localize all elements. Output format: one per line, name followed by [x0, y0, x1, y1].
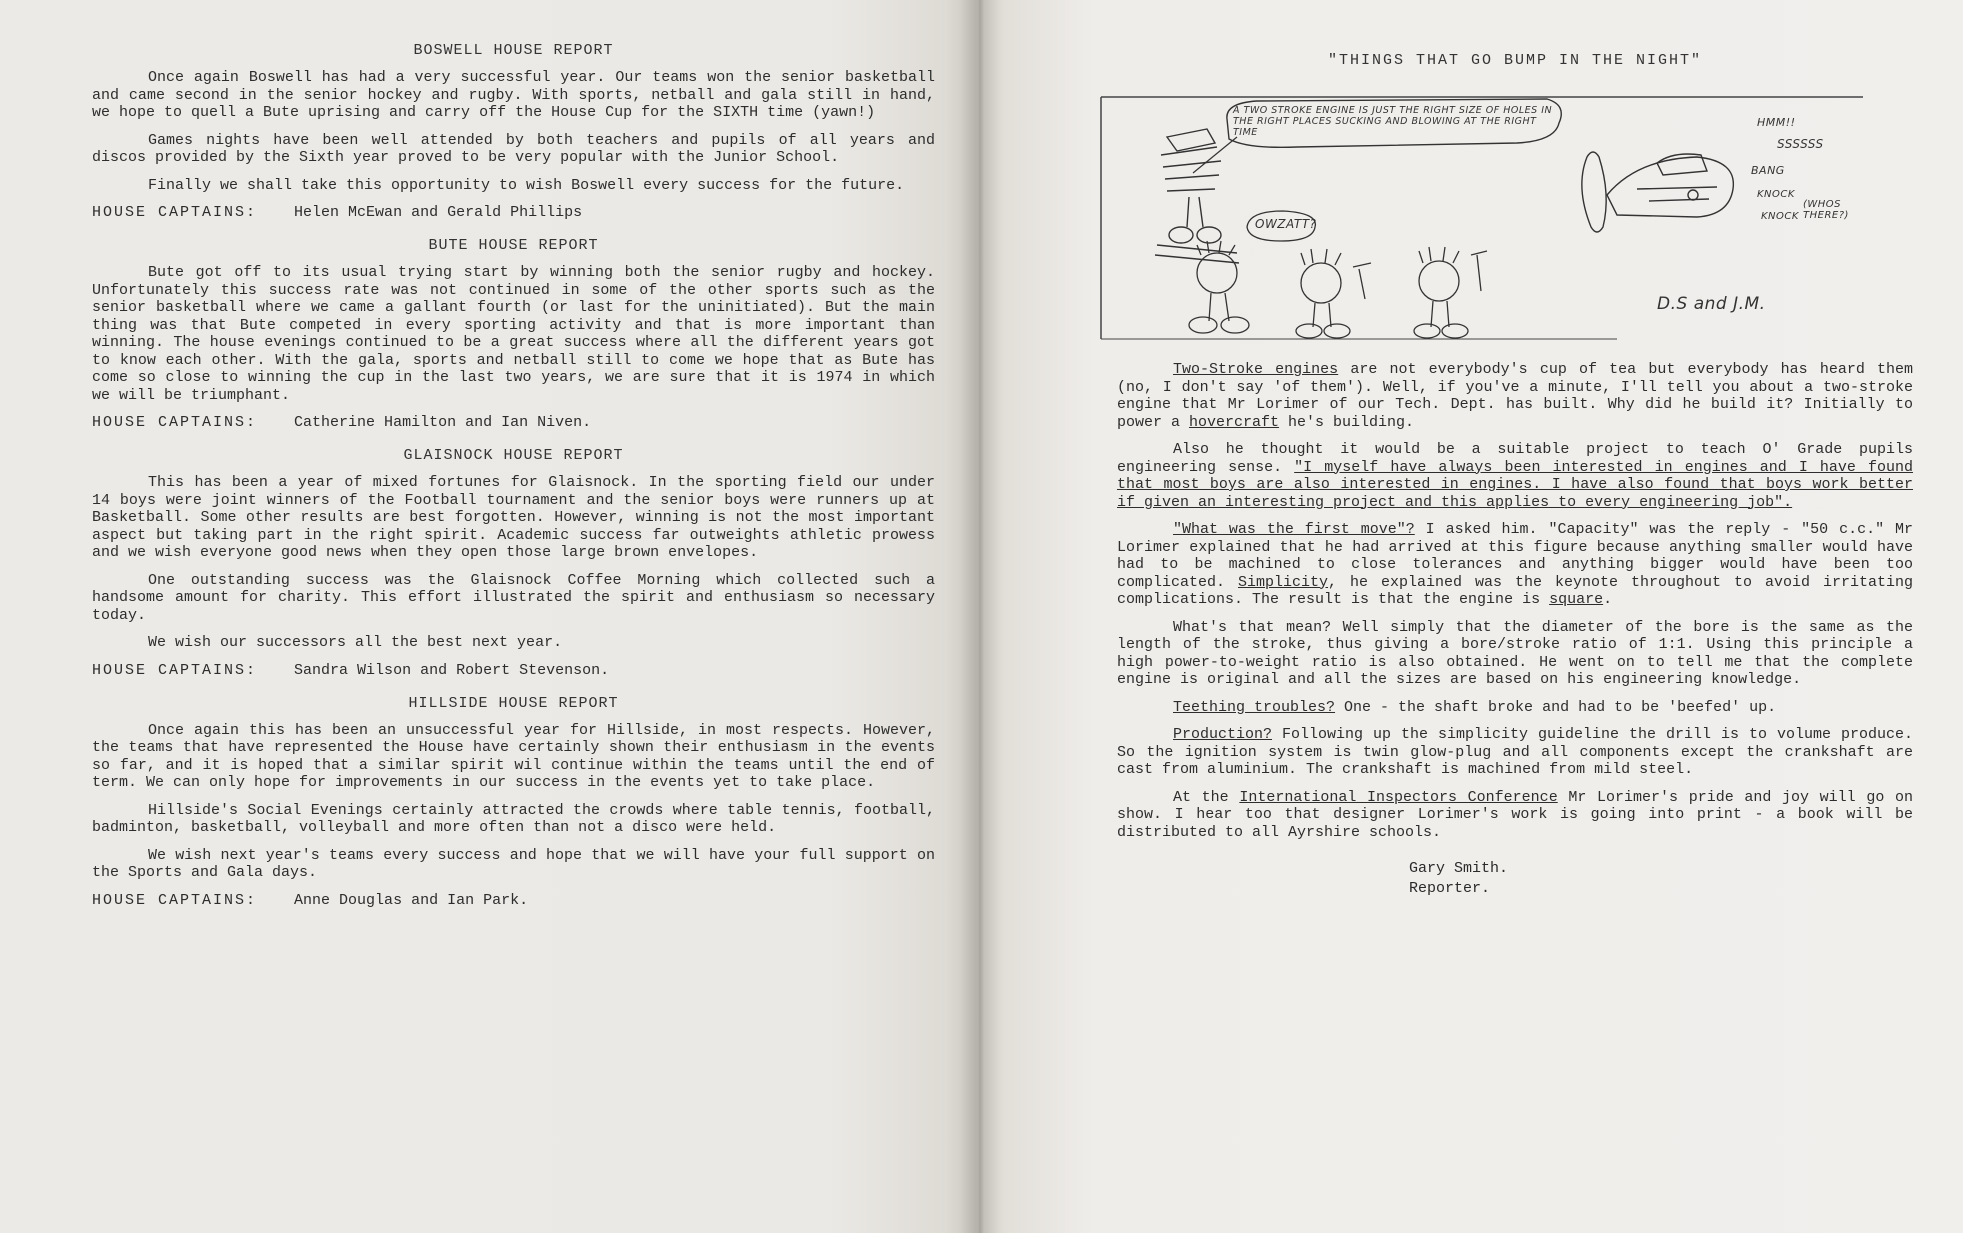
- article-paragraph-7-start: At the: [1173, 788, 1240, 806]
- hillside-paragraph-1: Once again this has been an unsuccessful year for Hillside, in most respects. However, the teams that have represented the House have certainly shown their enthusiasm in the events so far, and it is hoped that a similar spirit wil continue within the teams until the end of term. We can only hope for improvements in our success in the events yet to take place.: [92, 721, 935, 791]
- article-signoff: [1409, 859, 1913, 899]
- boswell-captains: [92, 204, 935, 221]
- article-paragraph-5: [1117, 699, 1913, 717]
- bute-title: BUTE HOUSE REPORT: [428, 237, 599, 254]
- hillside-captains-names: Anne Douglas and Ian Park.: [294, 891, 529, 909]
- boswell-report: [92, 42, 935, 221]
- left-page: [0, 0, 975, 1233]
- bute-captains-label: HOUSE CAPTAINS:: [92, 414, 258, 431]
- boswell-paragraph-3: Finally we shall take this opportunity to wish Boswell every success for the future.: [148, 176, 905, 194]
- sound-bang: BANG: [1751, 164, 1785, 177]
- sound-hiss: SSSSSS: [1777, 137, 1824, 151]
- glaisnock-captains-names: Sandra Wilson and Robert Stevenson.: [294, 661, 610, 679]
- first-move-underlined: "What was the first move"?: [1173, 521, 1415, 538]
- conference-underlined: International Inspectors Conference: [1239, 788, 1558, 806]
- glaisnock-title: GLAISNOCK HOUSE REPORT: [403, 447, 624, 464]
- production-underlined: Production?: [1173, 726, 1273, 743]
- hillside-captains: [92, 892, 935, 909]
- cartoon-illustration: [1097, 77, 1867, 345]
- sound-whos-there: (WHOS THERE?): [1803, 199, 1849, 221]
- article-paragraph-7-text: Mr Lorimer's pride and joy will go on show. I hear too that designer Lorimer's work is going into print - a book will be distributed to all Ayrshire schools.: [1117, 788, 1913, 841]
- hillside-captains-label: HOUSE CAPTAINS:: [92, 891, 258, 909]
- sound-knock-1: KNOCK: [1757, 189, 1795, 200]
- article-paragraph-3: [1117, 521, 1913, 609]
- author-name: Gary Smith.: [1409, 860, 1509, 877]
- article-paragraph-1-text: are not everybody's cup of tea but everybody has heard them (no, I don't say 'of them'). Well, if you've a minute, I'll tell you about a two-stroke engine that Mr Lorimer of our Tech. Dept. has built. Why did he build it? Initially to power a: [1117, 361, 1913, 431]
- right-page: [975, 0, 1963, 1233]
- book-gutter: [960, 0, 1000, 1233]
- glaisnock-paragraph-3: We wish our successors all the best next year.: [148, 634, 563, 651]
- article-title: "THINGS THAT GO BUMP IN THE NIGHT": [1327, 52, 1703, 69]
- bute-captains: [92, 414, 935, 431]
- boswell-captains-names: Helen McEwan and Gerald Phillips: [294, 204, 583, 221]
- two-stroke-underlined: Two-Stroke engines: [1173, 361, 1339, 378]
- square-underlined: square: [1549, 591, 1604, 608]
- sound-hmm: HMM!!: [1757, 116, 1796, 129]
- hillside-title: HILLSIDE HOUSE REPORT: [408, 694, 619, 712]
- article-paragraph-6: [1117, 726, 1913, 779]
- cartoon-signature: D.S and J.M.: [1657, 294, 1766, 314]
- teething-underlined: Teething troubles?: [1173, 698, 1336, 716]
- article-paragraph-1-end: he's building.: [1279, 413, 1415, 431]
- bute-paragraph-1: Bute got off to its usual trying start by winning both the senior rugby and hockey. Unfortunately this success rate was not continued in some of the other sports such as the senior basketball where we came a gallant fourth (or last for the uninitiated). But the main thing was that Bute competed in every sporting activity and that is more important than winning. The house evenings continued to be a great success where all the different years got to know each other. With the gala, sports and netball still to come we hope that as Bute has come so close to winning the cup in the last two years, we are sure that it is 1974 in which we will be triumphant.: [92, 264, 935, 404]
- glaisnock-paragraph-1: This has been a year of mixed fortunes for Glaisnock. In the sporting field our under 14 boys were joint winners of the Football tournament and the senior boys were runners up at Basketball. Some other results are best forgotten. However, winning is not the most important aspect but taking part in the right spirit. Academic success far outweights athletic prowess and we wish everyone good news when they open those large brown envelopes.: [92, 474, 935, 561]
- glaisnock-captains: [92, 662, 935, 679]
- article-paragraph-2: [1117, 441, 1913, 511]
- boswell-title: BOSWELL HOUSE REPORT: [413, 42, 614, 59]
- article-paragraph-3-end: .: [1603, 591, 1613, 608]
- article-paragraph-7: [1117, 789, 1913, 842]
- hillside-paragraph-3: We wish next year's teams every success and hope that we will have your full support on the Sports and Gala days.: [92, 846, 935, 881]
- article-paragraph-5-text: One - the shaft broke and had to be 'beefed' up.: [1335, 698, 1777, 716]
- simplicity-underlined: Simplicity: [1238, 573, 1329, 591]
- hillside-report: [92, 695, 935, 909]
- speech-bubble-main: A TWO STROKE ENGINE IS JUST THE RIGHT SIZE OF HOLES IN THE RIGHT PLACES SUCKING AND BLOWING AT THE RIGHT TIME: [1233, 105, 1553, 138]
- bute-captains-names: Catherine Hamilton and Ian Niven.: [294, 414, 592, 431]
- author-role: Reporter.: [1409, 880, 1491, 897]
- article-paragraph-6-text: Following up the simplicity guideline the drill is to volume produce. So the ignition system is twin glow-plug and all components except the crankshaft are cast from aluminium. The crankshaft is machined from mild steel.: [1117, 726, 1913, 778]
- article-paragraph-2-text: Also he thought it would be a suitable project to teach O' Grade pupils engineering sense.: [1117, 441, 1913, 476]
- hovercraft-underlined: hovercraft: [1189, 413, 1280, 431]
- boswell-captains-label: HOUSE CAPTAINS:: [92, 204, 258, 221]
- article-paragraph-3-text-2: , he explained was the keynote throughout to avoid irritating complications. The result is that the engine is: [1117, 573, 1913, 608]
- glaisnock-captains-label: HOUSE CAPTAINS:: [92, 661, 258, 679]
- hillside-paragraph-2: Hillside's Social Evenings certainly attracted the crowds where table tennis, football, badminton, basketball, volleyball and more often than not a disco were held.: [92, 801, 935, 836]
- article-paragraph-3-text: I asked him. "Capacity" was the reply - "50 c.c." Mr Lorimer explained that he had arrived at this figure because anything smaller would have had to be machined to close tolerances and anything bigger would have been too complicated.: [1117, 521, 1914, 591]
- article-paragraph-1: [1117, 361, 1913, 431]
- article-paragraph-4: What's that mean? Well simply that the diameter of the bore is the same as the length of the stroke, thus giving a bore/stroke ratio of 1:1. Using this principle a high power-to-weight ratio is also obtained. He went on to tell me that the complete engine is original and all the sizes are based on his engineering knowledge.: [1117, 618, 1913, 688]
- boswell-paragraph-1: Once again Boswell has had a very successful year. Our teams won the senior basketball and came second in the senior hockey and rugby. With sports, netball and gala still in hand, we hope to quell a Bute uprising and carry off the House Cup for the SIXTH time (yawn!): [92, 69, 935, 121]
- glaisnock-paragraph-2: One outstanding success was the Glaisnock Coffee Morning which collected such a handsome amount for charity. This effort illustrated the spirit and enthusiasm so necessary today.: [92, 571, 935, 624]
- boswell-paragraph-2: Games nights have been well attended by both teachers and pupils of all years and discos provided by the Sixth year proved to be very popular with the Junior School.: [92, 131, 935, 166]
- bute-report: [92, 237, 935, 431]
- sound-knock-2: KNOCK: [1761, 211, 1799, 222]
- lorimer-quote-underlined: "I myself have always been interested in engines and I have found that most boys are also interested in engines. I have also found that boys work better if given an interesting project and this applies to every engineering job".: [1117, 458, 1913, 511]
- speech-bubble-owzatt: OWZATT?: [1255, 217, 1317, 231]
- glaisnock-report: [92, 447, 935, 679]
